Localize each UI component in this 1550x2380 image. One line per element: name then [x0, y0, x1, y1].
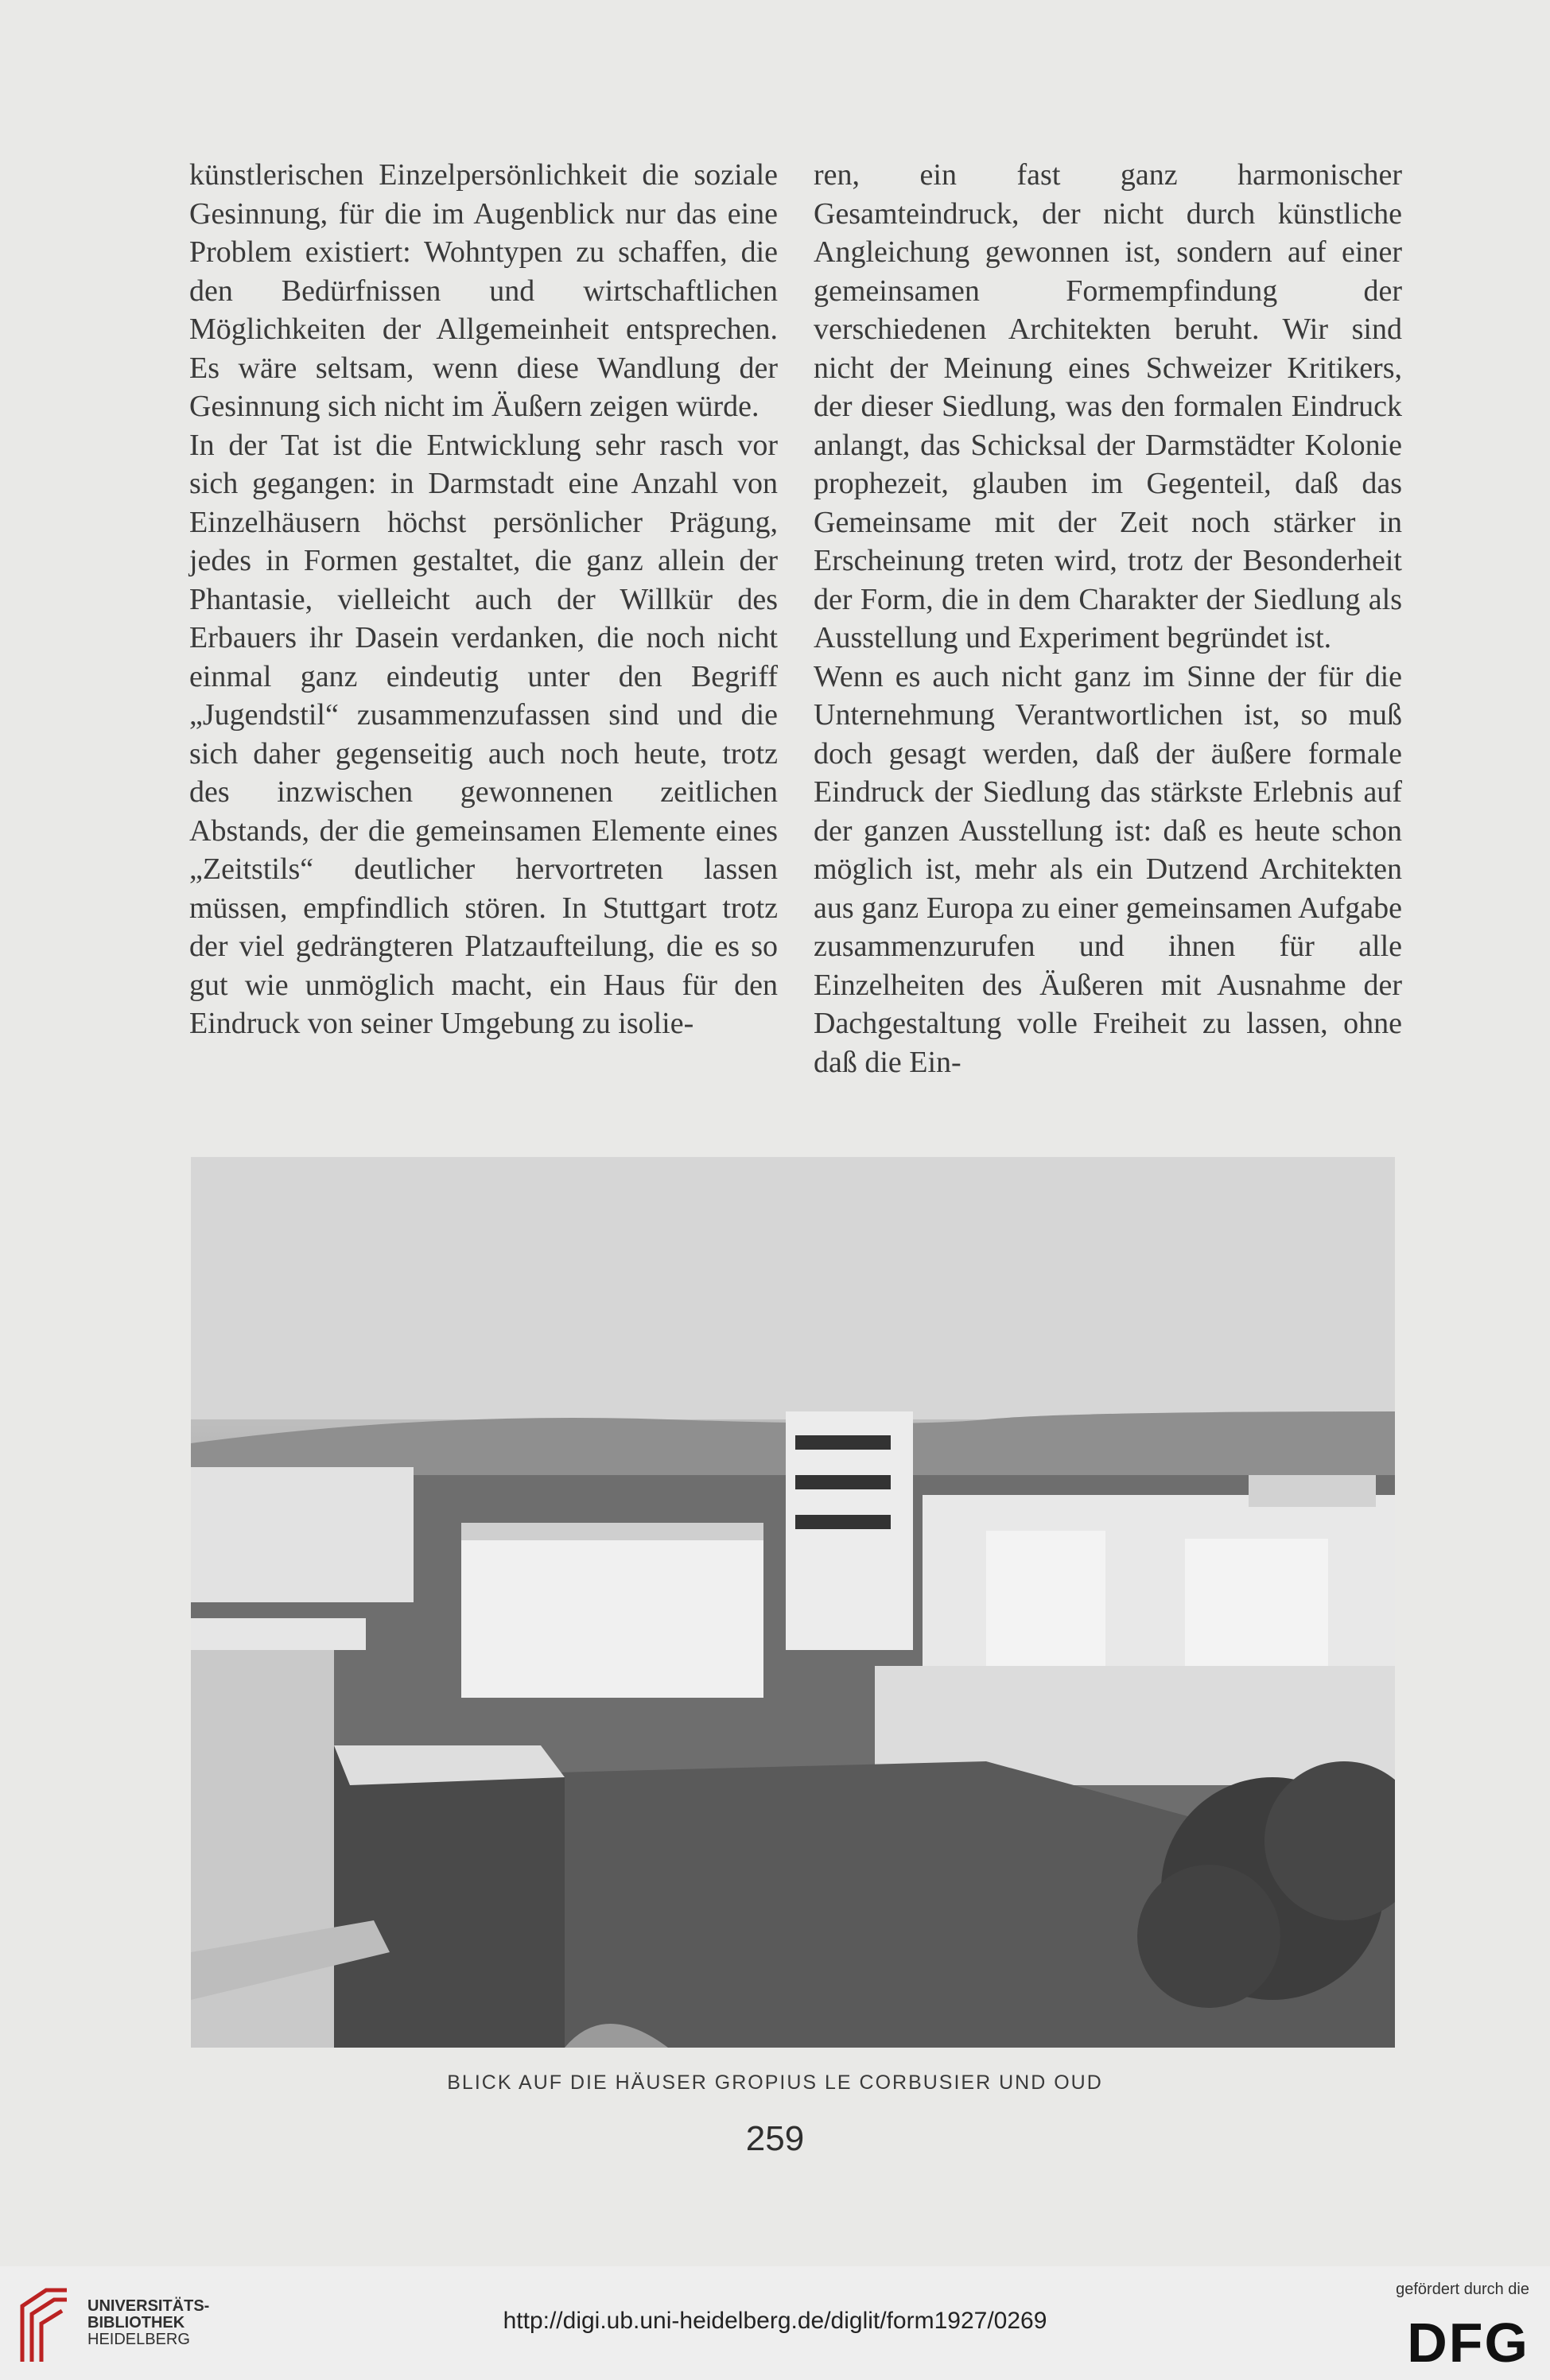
text-column-left — [189, 156, 778, 1043]
paragraph: In der Tat ist die Entwicklung sehr rasch vor sich gegangen: in Darmstadt eine Anzahl von Einzelhäusern höchst persönlicher Prägung, jedes in Formen gestaltet, die ganz allein der Phantasie, vielleicht auch der Willkür des Erbauers ihr Dasein verdanken, die noch nicht einmal ganz eindeutig unter den Begriff „Jugendstil“ zusammenzufassen sind und die sich daher gegenseitig auch noch heute, trotz des inzwischen gewonnenen zeitlichen Abstands, der die gemeinsamen Elemente eines „Zeitstils“ deutlicher hervortreten lassen müssen, empfindlich stören. In Stuttgart trotz der viel gedrängteren Platzaufteilung, die es so gut wie unmöglich macht, ein Haus für den Eindruck von seiner Umgebung zu isolie- — [189, 428, 778, 1040]
dfg-logo: DFG — [1407, 2312, 1529, 2374]
source-url-link[interactable]: http://digi.ub.uni-heidelberg.de/diglit/form1927/0269 — [503, 2308, 1047, 2334]
paragraph: ren, ein fast ganz harmonischer Gesamteindruck, der nicht durch künstliche Angleichung gewonnen ist, sondern auf einer gemeinsamen Formempfindung der verschiedenen Architekten beruht. Wir sind nicht der Meinung eines Schweizer Kritikers, der dieser Siedlung, was den formalen Eindruck anlangt, das Schicksal der Darmstädter Kolonie prophezeit, glauben im Gegenteil, daß das Gemeinsame mit der Zeit noch stärker in Erscheinung treten wird, trotz der Besonderheit der Form, die in dem Charakter der Siedlung als Ausstellung und Experiment begründet ist. — [814, 158, 1402, 654]
paragraph: Wenn es auch nicht ganz im Sinne der für die Unternehmung Verantwortlichen ist, so muß doch gesagt werden, daß der äußere formale Eindruck der Siedlung das stärkste Erlebnis auf der ganzen Ausstellung ist: daß es heute schon möglich ist, mehr als ein Dutzend Architekten aus ganz Europa zu einer gemeinsamen Aufgabe zusammenzurufen und ihnen für alle Einzelheiten des Äußeren mit Ausnahme der Dachgestaltung volle Freiheit zu lassen, ohne daß die Ein- — [814, 659, 1402, 1079]
library-name-line: BIBLIOTHEK — [87, 2314, 185, 2331]
library-name-line: HEIDELBERG — [87, 2331, 190, 2348]
photo-caption: BLICK AUF DIE HÄUSER GROPIUS LE CORBUSIER UND OUD — [447, 2071, 1103, 2094]
library-name-line: UNIVERSITÄTS- — [87, 2297, 210, 2315]
text-column-right — [814, 156, 1402, 1081]
photo-illustration — [191, 1157, 1395, 2048]
paragraph: künstlerischen Einzelpersönlichkeit die soziale Gesinnung, für die im Augenblick nur das eine Problem existiert: Wohntypen zu schaffen, die den Bedürfnissen und wirtschaftlichen Möglichkeiten der Allgemeinheit entsprechen. Es wäre seltsam, wenn diese Wandlung der Gesinnung sich nicht im Äußern zeigen würde. — [189, 158, 778, 423]
page-number: 259 — [745, 2119, 805, 2158]
architecture-photo — [191, 1157, 1395, 2048]
funding-label: gefördert durch die — [1396, 2281, 1529, 2298]
digitization-footer — [0, 2266, 1550, 2380]
